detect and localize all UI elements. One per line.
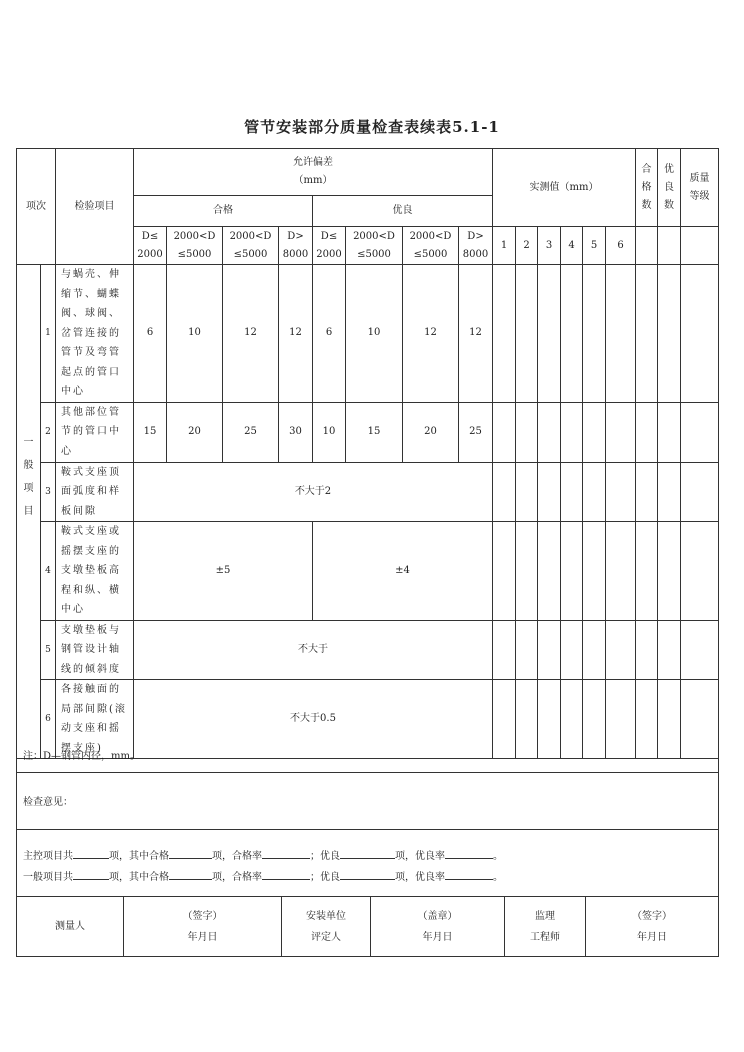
measured-col-header: 3 [538,227,561,265]
header-qualified: 合格 [134,196,313,227]
row-number: 4 [41,522,56,621]
range-header: D> 8000 [459,227,493,265]
measured-cell[interactable] [561,462,583,522]
row-number: 1 [41,265,56,403]
summary-row [16,830,719,897]
measured-cell[interactable] [658,402,681,462]
inspection-item: 鞍式支座顶面弧度和样板间隙 [56,462,134,522]
blank-field[interactable] [445,869,493,880]
inspection-item: 支墩垫板与钢管设计轴线的倾斜度 [56,620,134,680]
tolerance-value: 20 [167,402,223,462]
measured-cell[interactable] [561,265,583,403]
blank-field[interactable] [340,848,395,859]
group-label: 一般项目 [17,265,41,759]
tolerance-value: 12 [403,265,459,403]
tolerance-value: 10 [313,402,346,462]
measured-col-header: 5 [583,227,606,265]
tolerance-value: 12 [223,265,279,403]
measured-cell[interactable] [636,462,658,522]
measured-cell[interactable] [583,620,606,680]
measured-cell[interactable] [538,462,561,522]
measured-cell[interactable] [606,402,636,462]
note-text: 注：D—钢管内径，mm。 [23,751,140,762]
tolerance-value: 15 [134,402,167,462]
excellent-count-text: 优良数 [664,163,675,211]
install-unit-seal[interactable]: （盖章） 年月日 [371,897,505,956]
measured-cell[interactable] [538,522,561,621]
tolerance-value: 10 [346,265,403,403]
tolerance-value: 10 [167,265,223,403]
table-row [17,462,719,522]
measured-cell[interactable] [606,265,636,403]
table-row [17,402,719,462]
measured-cell[interactable] [681,402,719,462]
inspection-item: 其他部位管节的管口中心 [56,402,134,462]
measured-cell[interactable] [516,265,538,403]
measured-col-header: 4 [561,227,583,265]
blank-field[interactable] [169,869,212,880]
opinion-label: 检查意见： [23,797,73,808]
measurer-label: 测量人 [17,897,124,956]
header-qualified-count [636,149,658,227]
tolerance-value: 不大于 [134,620,493,680]
empty-cell [681,227,719,265]
range-header: 2000<D ≤5000 [223,227,279,265]
inspection-table [16,148,719,759]
supervisor-sign[interactable]: （签字） 年月日 [632,910,672,943]
tolerance-value: 30 [279,402,313,462]
empty-cell [636,227,658,265]
inspection-item: 与蜗壳、伸缩节、蝴蝶阀、球阀、岔管连接的管节及弯管起点的管口中心 [56,265,134,403]
measurer-sign[interactable]: （签字） 年月日 [124,897,282,956]
blank-field[interactable] [169,848,212,859]
measured-cell[interactable] [658,462,681,522]
measured-cell[interactable] [538,265,561,403]
blank-field[interactable] [445,848,493,859]
measured-cell[interactable] [516,402,538,462]
range-header: D≤ 2000 [313,227,346,265]
summary-line: 主控项目共 项，其中合格 项，合格率 ；优良 项，优良率 。 [23,846,712,867]
row-number: 3 [41,462,56,522]
measured-cell[interactable] [681,620,719,680]
measured-cell[interactable] [658,620,681,680]
tolerance-excellent: ±4 [313,522,493,621]
measured-cell[interactable] [493,522,516,621]
blank-field[interactable] [262,869,310,880]
measured-cell[interactable] [606,620,636,680]
measured-cell[interactable] [493,620,516,680]
allowed-label: 允许偏差 [293,157,333,168]
install-unit-label: 安装单位 评定人 [282,897,371,956]
table-row [17,620,719,680]
tolerance-value: 不大于2 [134,462,493,522]
blank-field[interactable] [340,869,395,880]
measured-cell[interactable] [538,620,561,680]
header-seq: 项次 [17,149,56,265]
row-number: 6 [41,680,56,759]
measured-cell[interactable] [561,620,583,680]
note-row [16,737,719,773]
measured-cell[interactable] [636,522,658,621]
measured-cell[interactable] [658,265,681,403]
measured-cell[interactable] [681,462,719,522]
tolerance-value: 15 [346,402,403,462]
tolerance-value: 12 [279,265,313,403]
summary-line: 一般项目共 项，其中合格 项，合格率 ；优良 项，优良率 。 [23,867,712,888]
supervisor-label: 监理 工程师 [505,897,586,956]
row-number: 5 [41,620,56,680]
empty-cell [658,227,681,265]
header-allowed [134,149,493,196]
range-header: D> 8000 [279,227,313,265]
measured-cell[interactable] [606,522,636,621]
measured-cell[interactable] [538,402,561,462]
measured-cell[interactable] [493,462,516,522]
signature-row [16,897,719,957]
tolerance-value: 6 [313,265,346,403]
measured-cell[interactable] [636,620,658,680]
tolerance-qualified: ±5 [134,522,313,621]
header-measured: 实测值（mm） [493,149,636,227]
allowed-unit: （mm） [293,175,333,186]
table-row [17,265,719,403]
measured-cell[interactable] [583,462,606,522]
qualified-count-text: 合格数 [641,163,652,211]
measured-cell[interactable] [493,265,516,403]
measured-cell[interactable] [636,402,658,462]
header-excellent-count [658,149,681,227]
tolerance-value: 12 [459,265,493,403]
measured-cell[interactable] [516,462,538,522]
measured-cell[interactable] [561,522,583,621]
range-header: 2000<D ≤5000 [167,227,223,265]
measured-col-header: 6 [606,227,636,265]
inspection-item: 鞍式支座或摇摆支座的支墩垫板高程和纵、横中心 [56,522,134,621]
measured-cell[interactable] [516,522,538,621]
tolerance-value: 不大于0.5 [134,680,493,759]
measured-cell[interactable] [516,620,538,680]
measured-cell[interactable] [681,522,719,621]
measured-cell[interactable] [583,265,606,403]
row-number: 2 [41,402,56,462]
header-grade: 质量等级 [681,149,719,227]
measured-col-header: 2 [516,227,538,265]
page-title: 管节安装部分质量检查表续表5.1-1 [244,118,500,136]
tolerance-value: 20 [403,402,459,462]
measured-cell[interactable] [561,402,583,462]
header-excellent: 优良 [313,196,493,227]
range-header: 2000<D ≤5000 [346,227,403,265]
measured-cell[interactable] [583,522,606,621]
measured-cell[interactable] [583,402,606,462]
measured-cell[interactable] [681,265,719,403]
table-row [17,522,719,621]
header-item: 检验项目 [56,149,134,265]
tolerance-value: 25 [459,402,493,462]
measured-cell[interactable] [493,402,516,462]
measured-cell[interactable] [658,522,681,621]
tolerance-value: 25 [223,402,279,462]
measured-col-header: 1 [493,227,516,265]
measured-cell[interactable] [606,462,636,522]
range-header: 2000<D ≤5000 [403,227,459,265]
inspection-item: 各接触面的局部间隙(滚动支座和摇摆支座) [56,680,134,759]
blank-field[interactable] [73,848,109,859]
measured-cell[interactable] [636,265,658,403]
blank-field[interactable] [262,848,310,859]
tolerance-value: 6 [134,265,167,403]
opinion-row[interactable] [16,773,719,830]
blank-field[interactable] [73,869,109,880]
range-header: D≤ 2000 [134,227,167,265]
